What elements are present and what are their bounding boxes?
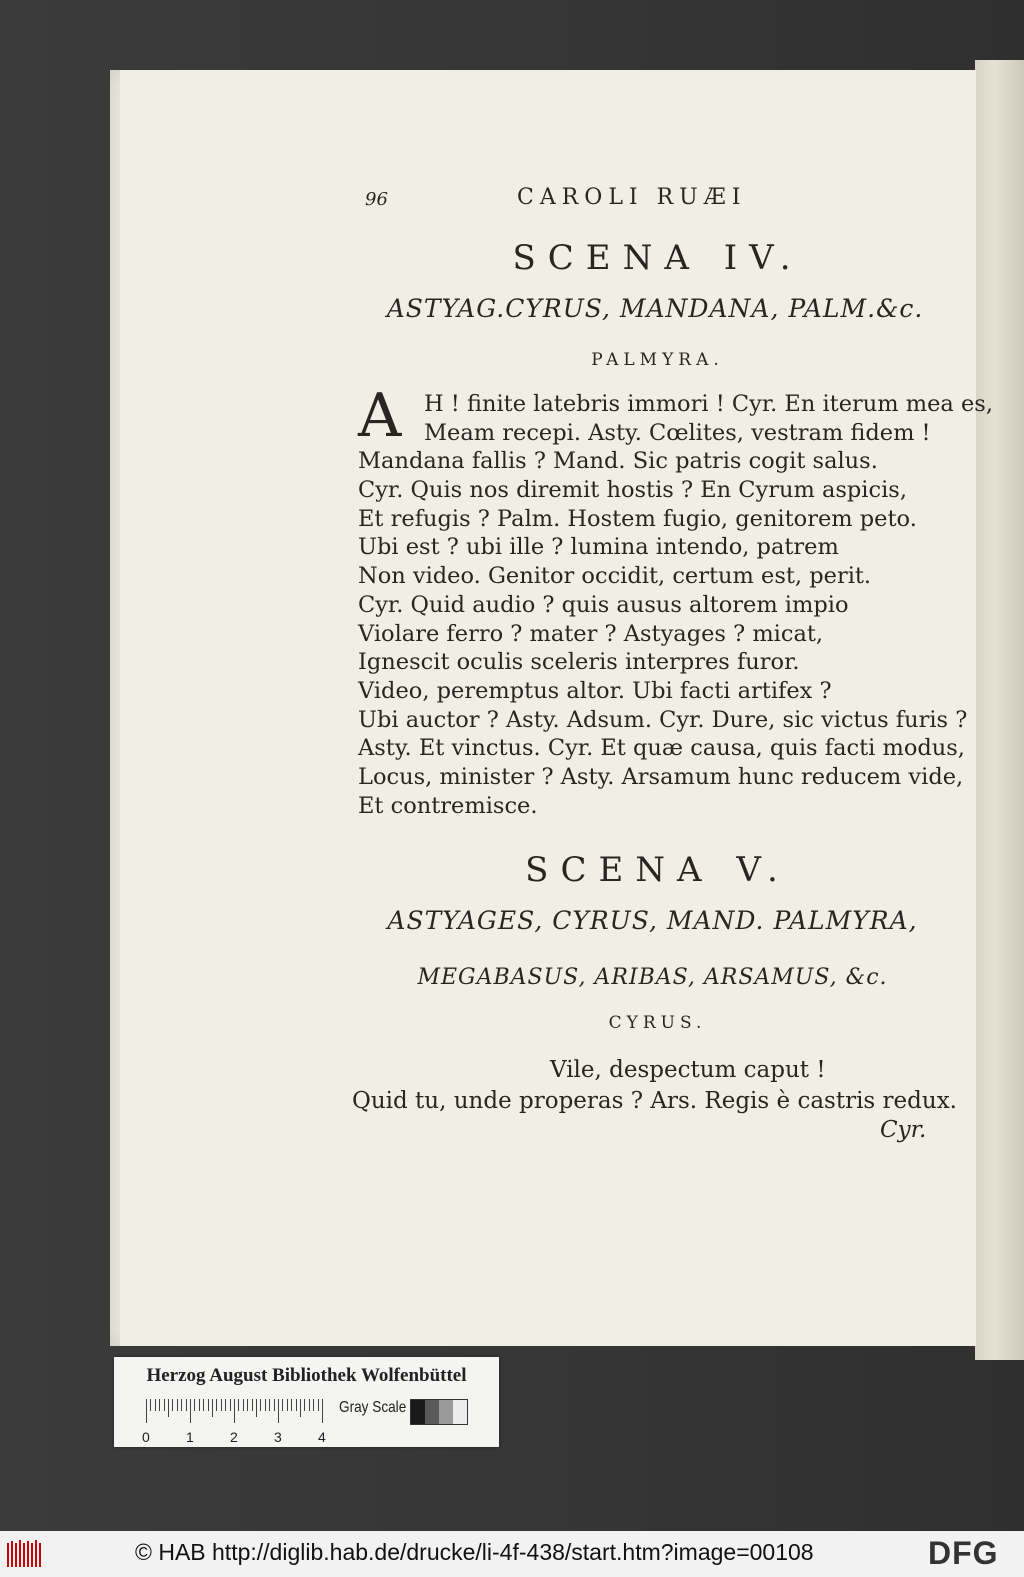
ruler-tick	[181, 1399, 182, 1411]
ruler-tick	[304, 1399, 305, 1411]
dfg-logo: DFG	[928, 1535, 999, 1571]
gray-scale-swatch	[410, 1399, 468, 1425]
gray-swatch-cell	[425, 1400, 439, 1424]
ruler-tick	[190, 1399, 191, 1423]
ruler-tick	[234, 1399, 235, 1423]
facing-page-edge	[975, 60, 1024, 1360]
scene5-speaker: CYRUS.	[608, 1013, 707, 1033]
verse-line: Mandana fallis ? Mand. Sic patris cogit salus.	[358, 448, 878, 475]
page-number: 96	[365, 189, 388, 210]
gray-swatch-cell	[453, 1400, 467, 1424]
verse-line: Quid tu, unde properas ? Ars. Regis è castris redux.	[352, 1088, 957, 1114]
verse-line: Et contremisce.	[358, 792, 538, 819]
scene4-title: SCENA IV.	[512, 238, 803, 278]
ruler-tick	[300, 1399, 301, 1417]
verse-line: Cyr. Quid audio ? quis ausus altorem impio	[358, 591, 849, 618]
ruler-tick	[212, 1399, 213, 1417]
library-name: Herzog August Bibliothek Wolfenbüttel	[146, 1365, 467, 1386]
ruler-tick	[230, 1399, 231, 1411]
catchword: Cyr.	[880, 1117, 927, 1143]
ruler-tick	[291, 1399, 292, 1411]
ruler-tick	[155, 1399, 156, 1411]
verse-line: Meam recepi. Asty. Cœlites, vestram fidem !	[424, 419, 931, 446]
ruler-tick	[238, 1399, 239, 1411]
ruler-tick	[186, 1399, 187, 1411]
verse-line: Locus, minister ? Asty. Arsamum hunc reducem vide,	[358, 763, 964, 790]
gray-scale-label: Gray Scale	[339, 1399, 407, 1416]
scene4-speaker: PALMYRA.	[591, 350, 724, 370]
scale-ruler	[142, 1399, 331, 1445]
scene5-verse	[352, 1055, 957, 1117]
verse-line: Cyr. Quis nos diremit hostis ? En Cyrum aspicis,	[358, 477, 907, 504]
ruler-number: 0	[142, 1429, 150, 1445]
gray-swatch-cell	[411, 1400, 425, 1424]
verse-line: Non video. Genitor occidit, certum est, perit.	[358, 563, 872, 590]
ruler-tick	[199, 1399, 200, 1411]
ruler-tick	[247, 1399, 248, 1411]
ruler-tick	[278, 1399, 279, 1423]
verse-line: H ! finite latebris immori ! Cyr. En iterum mea es,	[424, 391, 994, 417]
ruler-tick	[287, 1399, 288, 1411]
ruler-number: 3	[274, 1429, 282, 1445]
ruler-tick	[309, 1399, 310, 1411]
ruler-number: 2	[230, 1429, 238, 1445]
library-color-card	[114, 1357, 499, 1447]
scene5-cast-line1: ASTYAGES, CYRUS, MAND. PALMYRA,	[387, 906, 918, 935]
ruler-tick	[243, 1399, 244, 1411]
verse-line: Ignescit oculis sceleris interpres furor.	[358, 649, 800, 676]
scene5-cast-line2: MEGABASUS, ARIBAS, ARSAMUS, &c.	[417, 965, 888, 990]
ruler-tick	[216, 1399, 217, 1411]
ruler-tick	[256, 1399, 257, 1417]
ruler-tick	[225, 1399, 226, 1411]
ruler-tick	[260, 1399, 261, 1411]
gray-swatch-cell	[439, 1400, 453, 1424]
drop-capital: A	[358, 381, 402, 451]
ruler-tick	[274, 1399, 275, 1411]
ruler-tick	[159, 1399, 160, 1411]
ruler-tick	[177, 1399, 178, 1411]
running-title: CAROLI RUÆI	[517, 185, 747, 210]
ruler-number: 1	[186, 1429, 194, 1445]
ruler-tick	[318, 1399, 319, 1411]
scene4-cast: ASTYAG.CYRUS, MANDANA, PALM.&c.	[386, 294, 924, 323]
ruler-tick	[203, 1399, 204, 1411]
ruler-number: 4	[318, 1429, 326, 1445]
ruler-tick	[150, 1399, 151, 1411]
ruler-tick	[265, 1399, 266, 1411]
ruler-tick	[282, 1399, 283, 1411]
verse-line: Vile, despectum caput !	[550, 1057, 826, 1083]
copyright-url: © HAB http://diglib.hab.de/drucke/li-4f-438/start.htm?image=00108	[135, 1539, 814, 1565]
ruler-tick	[221, 1399, 222, 1411]
scene4-verse	[358, 390, 994, 820]
verse-line: Ubi auctor ? Asty. Adsum. Cyr. Dure, sic victus furis ?	[358, 706, 968, 733]
ruler-tick	[164, 1399, 165, 1411]
ruler-tick	[252, 1399, 253, 1411]
ruler-tick	[296, 1399, 297, 1411]
ruler-tick	[168, 1399, 169, 1417]
ruler-tick	[322, 1399, 323, 1423]
ruler-tick	[208, 1399, 209, 1411]
ruler-tick	[313, 1399, 314, 1411]
scene5-title: SCENA V.	[525, 850, 790, 890]
verse-line: Video, peremptus altor. Ubi facti artifex ?	[358, 677, 832, 704]
footer-bar	[0, 1531, 1024, 1577]
ruler-tick	[146, 1399, 147, 1423]
ruler-tick	[172, 1399, 173, 1411]
ruler-tick	[194, 1399, 195, 1411]
ruler-tick	[269, 1399, 270, 1411]
verse-line: Et refugis ? Palm. Hostem fugio, genitorem peto.	[358, 505, 917, 532]
verse-line: Asty. Et vinctus. Cyr. Et quæ causa, quis facti modus,	[358, 735, 965, 762]
verse-line: Ubi est ? ubi ille ? lumina intendo, patrem	[358, 534, 839, 561]
hab-logo-icon	[6, 1539, 46, 1569]
verse-line: Violare ferro ? mater ? Astyages ? micat,	[358, 620, 824, 647]
